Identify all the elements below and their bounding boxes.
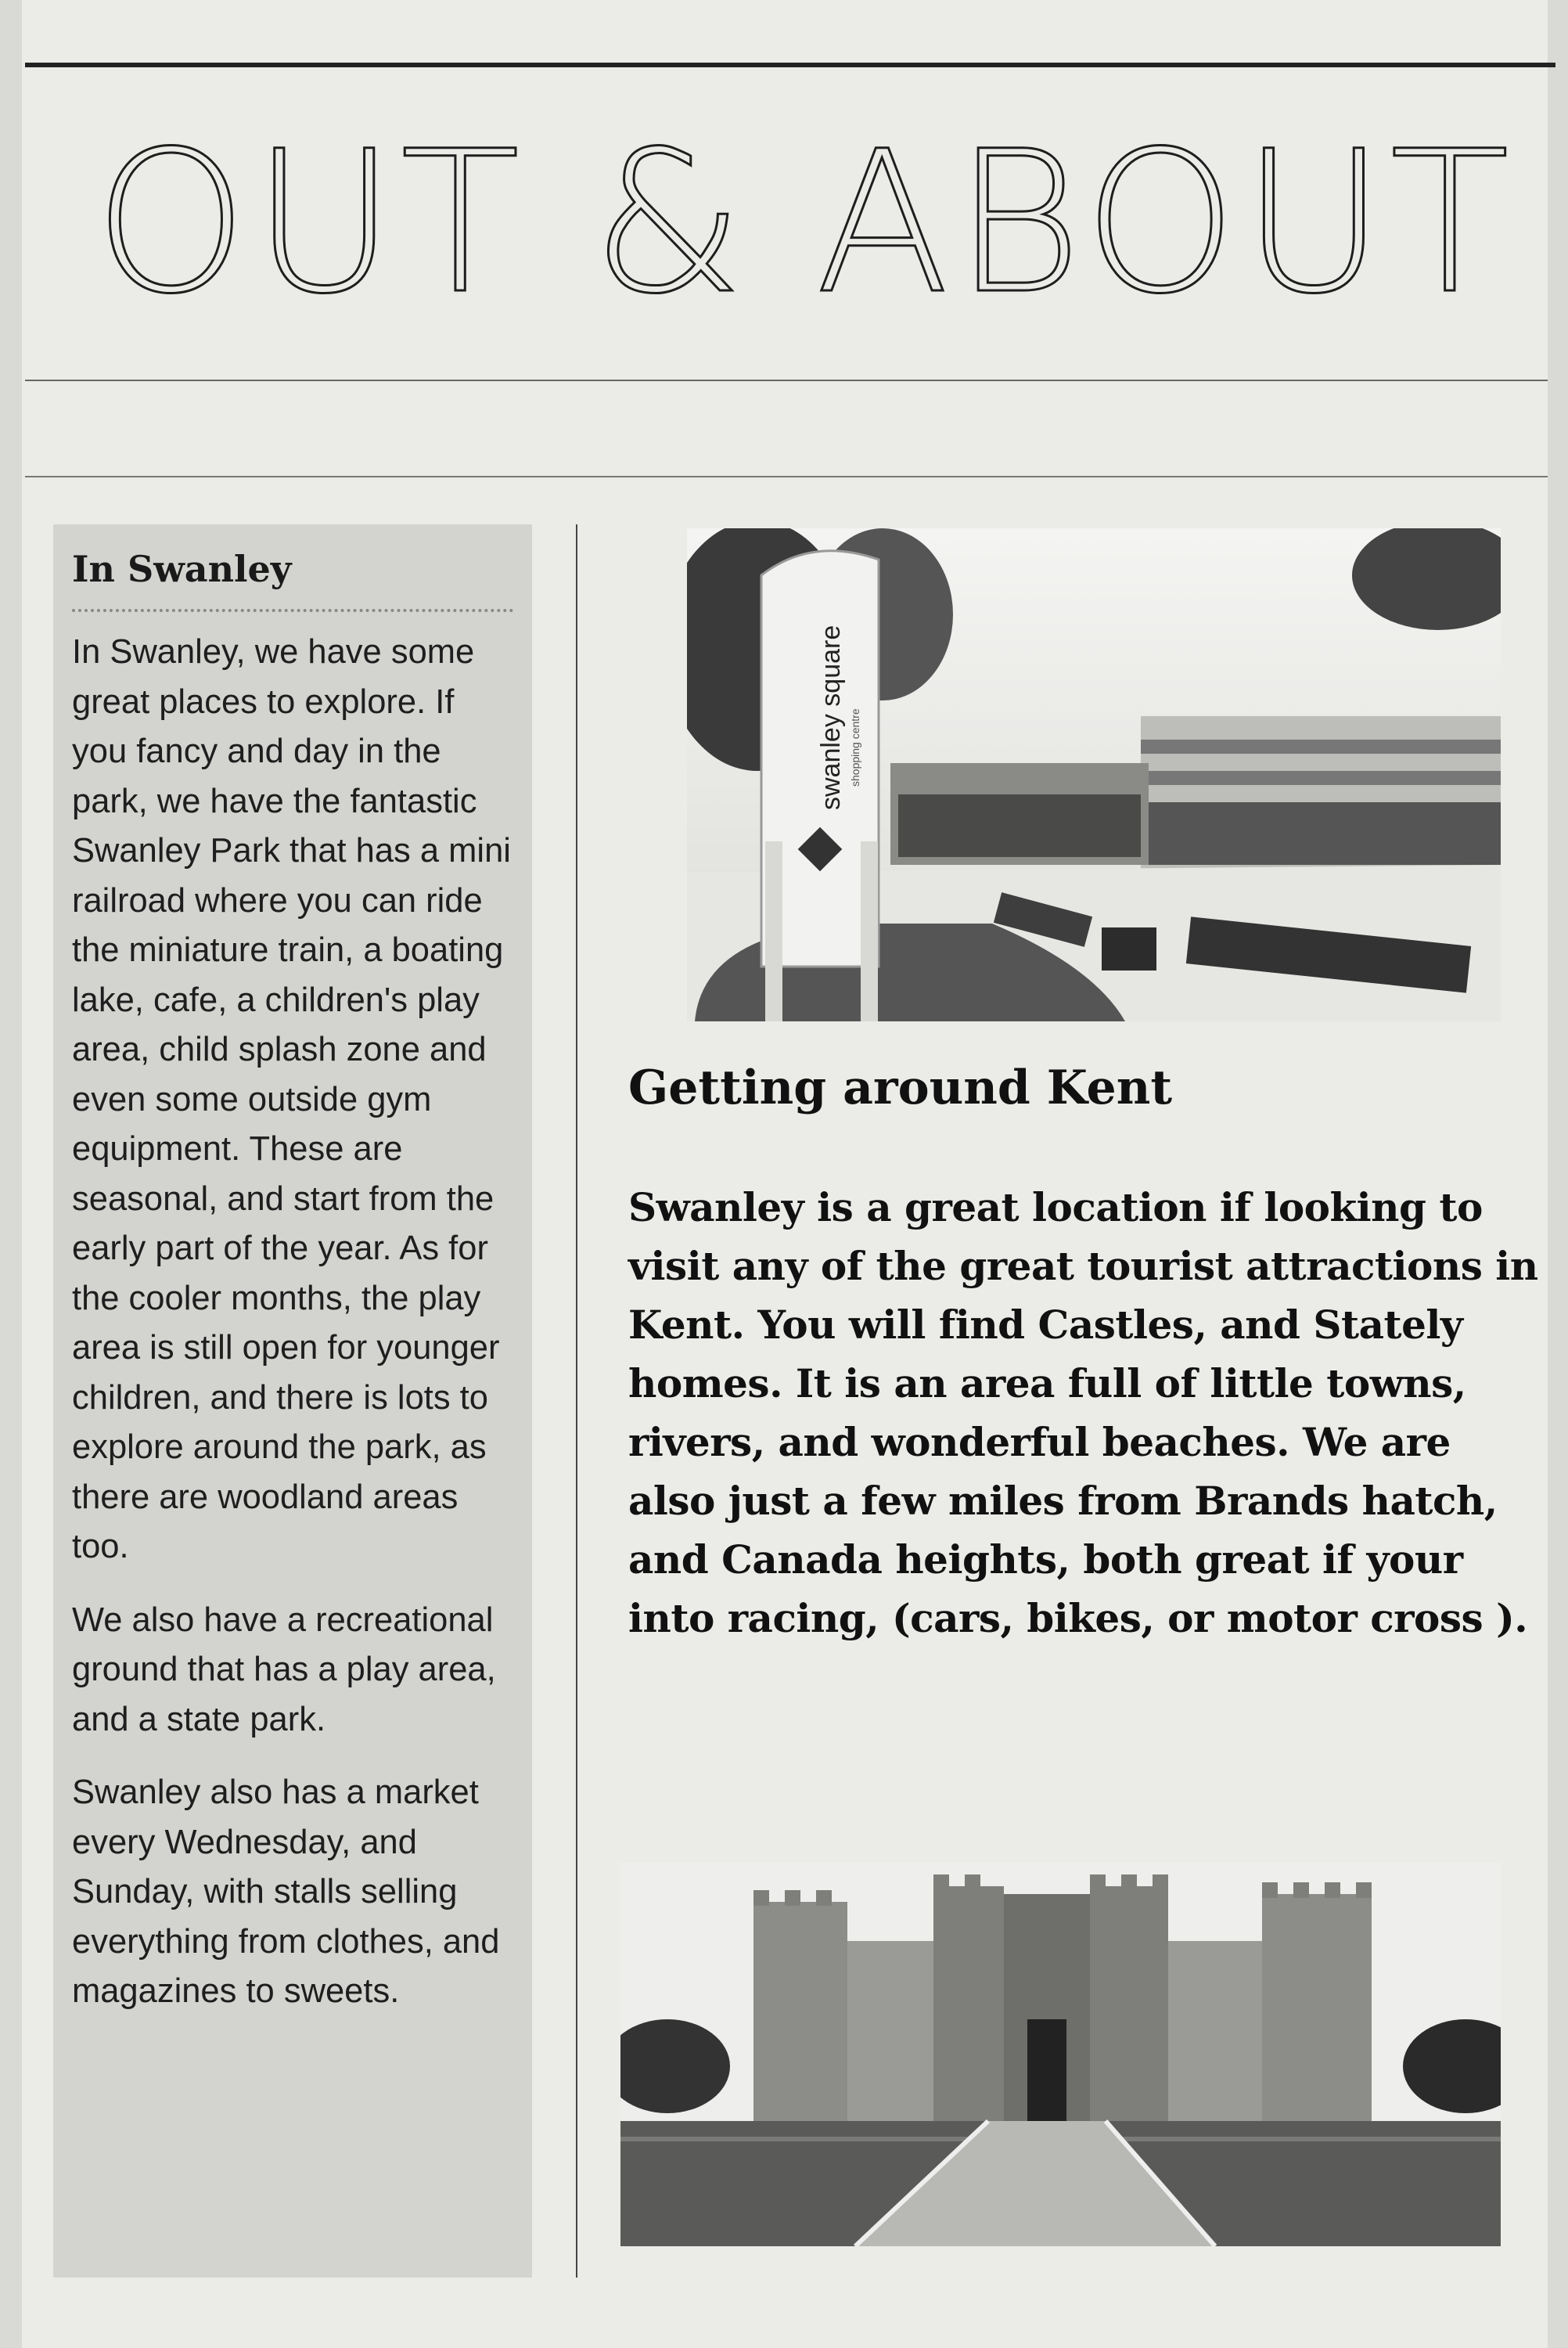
sidebar-paragraph: We also have a recreational ground that has a play area, and a state park. (72, 1601, 496, 1738)
top-rule (25, 63, 1555, 67)
column-divider (576, 524, 577, 2278)
masthead-rule (25, 380, 1548, 381)
masthead-title: OUT & ABOUT (94, 109, 1515, 337)
sidebar-paragraph: Swanley also has a market every Wednesday, and Sunday, with stalls selling everything from clothes, and magazines to sweets. (72, 1774, 500, 2010)
swanley-square-photo (687, 528, 1501, 1021)
sidebar-heading: In Swanley (72, 548, 292, 590)
sign-subtext: shopping centre (849, 708, 861, 787)
section-rule (25, 476, 1548, 477)
kent-heading: Getting around Kent (628, 1061, 1173, 1115)
sidebar-paragraph: In Swanley, we have some great places to explore. If you fancy and day in the park, we have the fantastic Swanley Park that has a mini railroad where you can ride the miniature train, a boating lake, cafe, a children's play area, child splash zone and even some outside gym equipment. These are seasonal, and start from the early part of the year. As for the cooler months, the play area is still open for younger children, and there is lots to explore around the park, as there are woodland areas too. (72, 633, 511, 1565)
kent-body: Swanley is a great location if looking to visit any of the great tourist attractions in Kent. You will find Castles, and Stately homes. It is an area full of little towns, rivers, and wonderful beaches. We are also just a few miles from Brands hatch, and Canada heights, both great if your into racing, (cars, bikes, or motor cross ). (628, 1184, 1538, 1641)
sign-text: swanley square (816, 625, 846, 810)
magazine-page (22, 0, 1548, 2348)
castle-photo (620, 1863, 1501, 2246)
in-swanley-sidebar (53, 524, 532, 2278)
dotted-divider (72, 609, 513, 612)
